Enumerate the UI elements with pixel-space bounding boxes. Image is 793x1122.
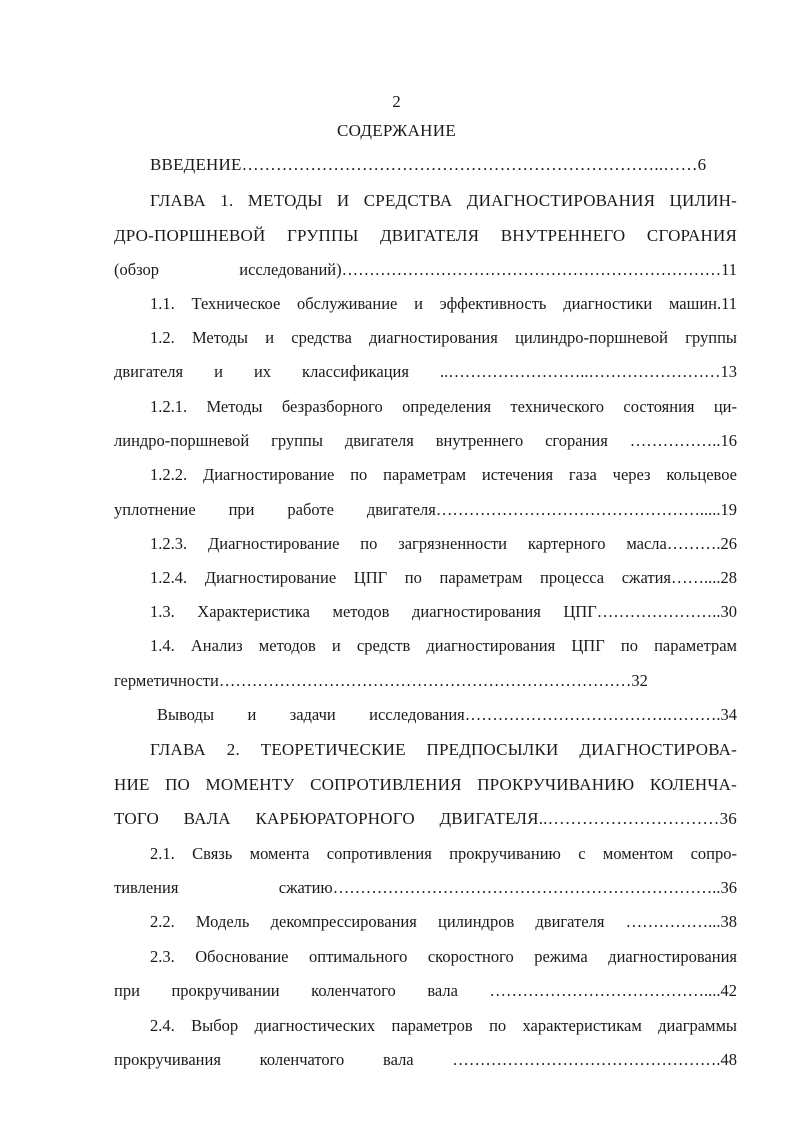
toc-entry-1-4-line-1: 1.4. Анализ методов и средств диагностирования ЦПГ по параметрам	[150, 636, 737, 655]
toc-entry-1-2-2-line-2: уплотнение при работе двигателя………………………………………….....19	[114, 500, 737, 519]
toc-chapter-2-line-2: НИЕ ПО МОМЕНТУ СОПРОТИВЛЕНИЯ ПРОКРУЧИВАНИЮ КОЛЕНЧА-	[114, 775, 737, 794]
toc-chapter-2-line-1: ГЛАВА 2. ТЕОРЕТИЧЕСКИЕ ПРЕДПОСЫЛКИ ДИАГНОСТИРОВА-	[150, 740, 737, 759]
toc-entry-2-4-line-1: 2.4. Выбор диагностических параметров по характеристикам диаграммы	[150, 1016, 737, 1035]
toc-entry-1-2-4: 1.2.4. Диагностирование ЦПГ по параметрам процесса сжатия……....28	[150, 568, 737, 587]
toc-entry-1-2-1-line-2: линдро-поршневой группы двигателя внутреннего сгорания ……………..16	[114, 431, 737, 450]
toc-entry-2-1-line-2: тивления сжатию……………………………………………………………..36	[114, 878, 737, 897]
toc-chapter-1-line-3: (обзор исследований)……………………………………………………………11	[114, 260, 737, 279]
toc-entry-1-2-line-1: 1.2. Методы и средства диагностирования цилиндро-поршневой группы	[150, 328, 737, 347]
toc-chapter-2-line-3: ТОГО ВАЛА КАРБЮРАТОРНОГО ДВИГАТЕЛЯ..…………………………36	[114, 809, 737, 828]
toc-entry-1-2-line-2: двигателя и их классификация ..……………………..……………………13	[114, 362, 737, 381]
toc-entry-1-2-1-line-1: 1.2.1. Методы безразборного определения технического состояния ци-	[150, 397, 737, 416]
page-number: 2	[392, 92, 401, 111]
page-title: СОДЕРЖАНИЕ	[336, 121, 457, 140]
toc-entry-conclusions: Выводы и задачи исследования……………………………….……….34	[157, 705, 737, 724]
toc-entry-2-3-line-1: 2.3. Обоснование оптимального скоростного режима диагностирования	[150, 947, 737, 966]
toc-entry-1-2-3: 1.2.3. Диагностирование по загрязненности картерного масла……….26	[150, 534, 737, 553]
toc-entry-2-3-line-2: при прокручивании коленчатого вала …………………………………....42	[114, 981, 737, 1000]
toc-chapter-1-line-1: ГЛАВА 1. МЕТОДЫ И СРЕДСТВА ДИАГНОСТИРОВАНИЯ ЦИЛИН-	[150, 191, 737, 210]
toc-entry-1-3: 1.3. Характеристика методов диагностирования ЦПГ…………………..30	[150, 602, 737, 621]
toc-entry-2-1-line-1: 2.1. Связь момента сопротивления прокручиванию с моментом сопро-	[150, 844, 737, 863]
toc-entry-introduction: ВВЕДЕНИЕ………………………………………………………………..……6	[150, 155, 707, 174]
toc-entry-2-4-line-2: прокручивания коленчатого вала ………………………………………….48	[114, 1050, 737, 1069]
toc-entry-1-1: 1.1. Техническое обслуживание и эффективность диагностики машин.11	[150, 294, 737, 313]
toc-entry-2-2: 2.2. Модель декомпрессирования цилиндров двигателя ……………...38	[150, 912, 737, 931]
toc-chapter-1-line-2: ДРО-ПОРШНЕВОЙ ГРУППЫ ДВИГАТЕЛЯ ВНУТРЕННЕГО СГОРАНИЯ	[114, 226, 737, 245]
toc-entry-1-2-2-line-1: 1.2.2. Диагностирование по параметрам истечения газа через кольцевое	[150, 465, 737, 484]
toc-entry-1-4-line-2: герметичности…………………………………………………………………32	[114, 671, 648, 690]
